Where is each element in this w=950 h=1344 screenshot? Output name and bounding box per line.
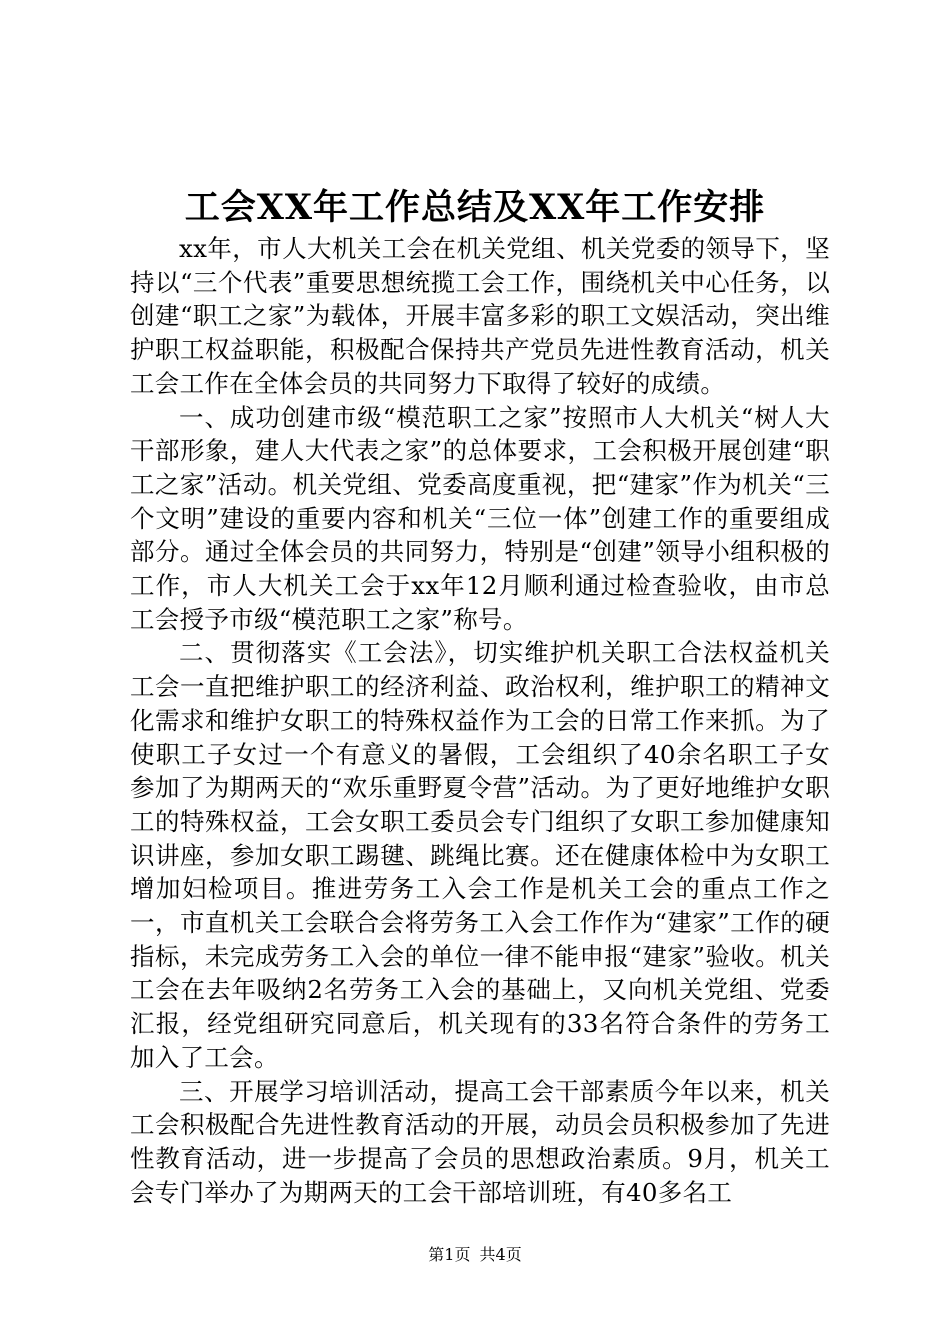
- page-total: 共4页: [479, 1245, 522, 1264]
- paragraph-intro: xx年，市人大机关工会在机关党组、机关党委的领导下，坚持以“三个代表”重要思想统揽工会工作，围绕机关中心任务，以创建“职工之家”为载体，开展丰富多彩的职工文娱活动，突出维护职工权益职能，积极配合保持共产党员先进性教育活动，机关工会工作在全体会员的共同努力下取得了较好的成绩。: [130, 234, 830, 398]
- paragraph-section-2: 二、贯彻落实《工会法》，切实维护机关职工合法权益机关工会一直把维护职工的经济利益、政治权利，维护职工的精神文化需求和维护女职工的特殊权益作为工会的日常工作来抓。为了使职工子女过一个有意义的暑假，工会组织了40余名职工子女参加了为期两天的“欢乐重野夏令营”活动。为了更好地维护女职工的特殊权益，工会女职工委员会专门组织了女职工参加健康知识讲座，参加女职工踢毽、跳绳比赛。还在健康体检中为女职工增加妇检项目。推进劳务工入会工作是机关工会的重点工作之一，市直机关工会联合会将劳务工入会工作作为“建家”工作的硬指标，未完成劳务工入会的单位一律不能申报“建家”验收。机关工会在去年吸纳2名劳务工入会的基础上，又向机关党组、党委汇报，经党组研究同意后，机关现有的33名符合条件的劳务工加入了工会。: [130, 638, 830, 1072]
- paragraph-section-3: 三、开展学习培训活动，提高工会干部素质今年以来，机关工会积极配合先进性教育活动的开展，动员会员积极参加了先进性教育活动，进一步提高了会员的思想政治素质。9月，机关工会专门举办了为期两天的工会干部培训班，有40多名工: [130, 1076, 830, 1207]
- page-footer: [0, 1244, 950, 1266]
- page-number: 第1页: [428, 1245, 471, 1264]
- document-body: [130, 232, 830, 1209]
- paragraph-section-1: 一、成功创建市级“模范职工之家”按照市人大机关“树人大干部形象，建人大代表之家”的总体要求，工会积极开展创建“职工之家”活动。机关党组、党委高度重视，把“建家”作为机关“三个文明”建设的重要内容和机关“三位一体”创建工作的重要组成部分。通过全体会员的共同努力，特别是“创建”领导小组积极的工作，市人大机关工会于xx年12月顺利通过检查验收，由市总工会授予市级“模范职工之家”称号。: [130, 402, 830, 634]
- document-title: 工会XX年工作总结及XX年工作安排: [184, 187, 766, 228]
